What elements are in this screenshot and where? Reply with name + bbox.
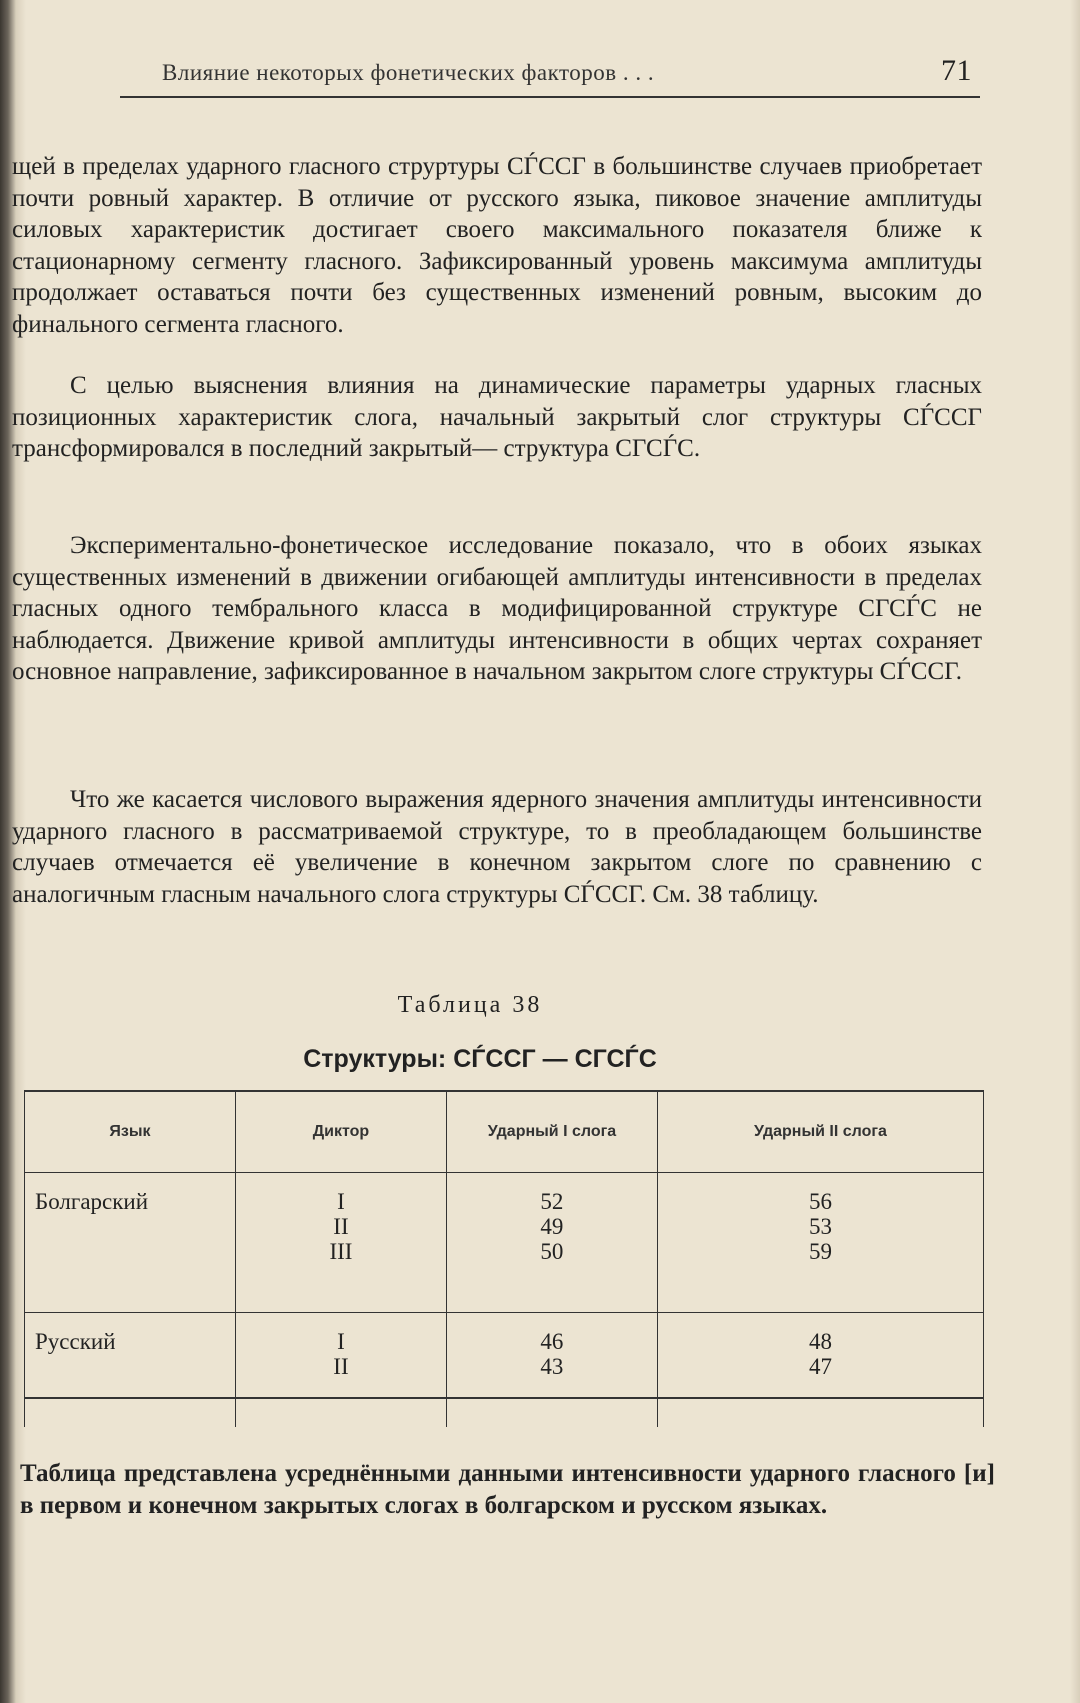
header-speaker: Диктор [235, 1092, 446, 1173]
stressed-1-value: 50 [540, 1239, 564, 1264]
running-title: Влияние некоторых фонетических факторов . . . [162, 60, 655, 85]
stressed-1-value: 46 [540, 1329, 564, 1354]
table-number: Таблица 38 [397, 992, 543, 1018]
stressed-2-cell [657, 1173, 983, 1313]
speaker-value: I [337, 1329, 345, 1354]
stressed-2-value: 56 [808, 1189, 832, 1214]
stressed-2-cell [657, 1313, 983, 1428]
speaker-cell [235, 1313, 446, 1428]
stressed-2-value: 53 [808, 1214, 832, 1239]
stressed-1-value: 43 [540, 1354, 564, 1379]
stressed-1-value: 52 [540, 1189, 564, 1214]
table-summary: Таблица представлена усреднёнными данными интенсивности ударного гласного [и] в первом и конечном закрытых слогах в болгарском и русском языках. [20, 1460, 995, 1519]
speaker-value: II [333, 1214, 349, 1239]
speaker-value: I [337, 1189, 345, 1214]
header-stressed-1: Ударный I слога [446, 1092, 657, 1173]
language-cell: Русский [25, 1313, 236, 1428]
header-language: Язык [25, 1092, 236, 1173]
speaker-value: II [333, 1354, 349, 1379]
stressed-1-cell [446, 1173, 657, 1313]
language-cell: Болгарский [25, 1173, 236, 1313]
stressed-2-value: 59 [808, 1239, 832, 1264]
paragraph-1: щей в пределах ударного гласного струртуры СЃССГ в большинстве случаев приобретает почти ровный характер. В отличие от русского языка, пиковое значение амплитуды силовых характеристик достигает своего максимального показателя ближе к стационарному сегменту гласного. Зафиксированный уровень максимума амплитуды продолжает оставаться почти без существенных изменений ровным, высоким до финального сегмента гласного. [12, 153, 982, 338]
table-title: Структуры: СЃССГ — СГСЃС [303, 1045, 657, 1073]
paragraph-3: Экспериментально-фонетическое исследование показало, что в обоих языках существенных изменений в движении огибающей амплитуды интенсивности в пределах гласных одного тембрального класса в модифицированной структуре СГСЃС не наблюдается. Движение кривой амплитуды интенсивности в общих чертах сохраняет основное направление, зафиксированное в начальном закрытом слоге структуры СЃССГ. [12, 532, 982, 685]
paragraph-4: Что же касается числового выражения ядерного значения амплитуды интенсивности ударного гласного в рассматриваемой структуре, то в преобладающем большинстве случаев отмечается её увеличение в конечном закрытом слоге по сравнению с аналогичным гласным начального слога структуры СЃССГ. См. 38 таблицу. [12, 786, 982, 908]
header-stressed-2: Ударный II слога [657, 1092, 983, 1173]
speaker-cell [235, 1173, 446, 1313]
page-number: 71 [941, 54, 972, 87]
table-header-row [25, 1092, 984, 1173]
data-table [24, 1090, 984, 1399]
speaker-value: III [329, 1239, 353, 1264]
paragraph-2: С целью выяснения влияния на динамические параметры ударных гласных позиционных характеристик слога, начальный закрытый слог структуры СЃССГ трансформировался в последний закрытый— структура СГСЃС. [12, 372, 982, 462]
header-rule [120, 96, 980, 98]
table-row [25, 1173, 984, 1313]
table-row [25, 1313, 984, 1428]
stressed-1-value: 49 [540, 1214, 564, 1239]
stressed-2-value: 47 [808, 1354, 832, 1379]
stressed-1-cell [446, 1313, 657, 1428]
stressed-2-value: 48 [808, 1329, 832, 1354]
